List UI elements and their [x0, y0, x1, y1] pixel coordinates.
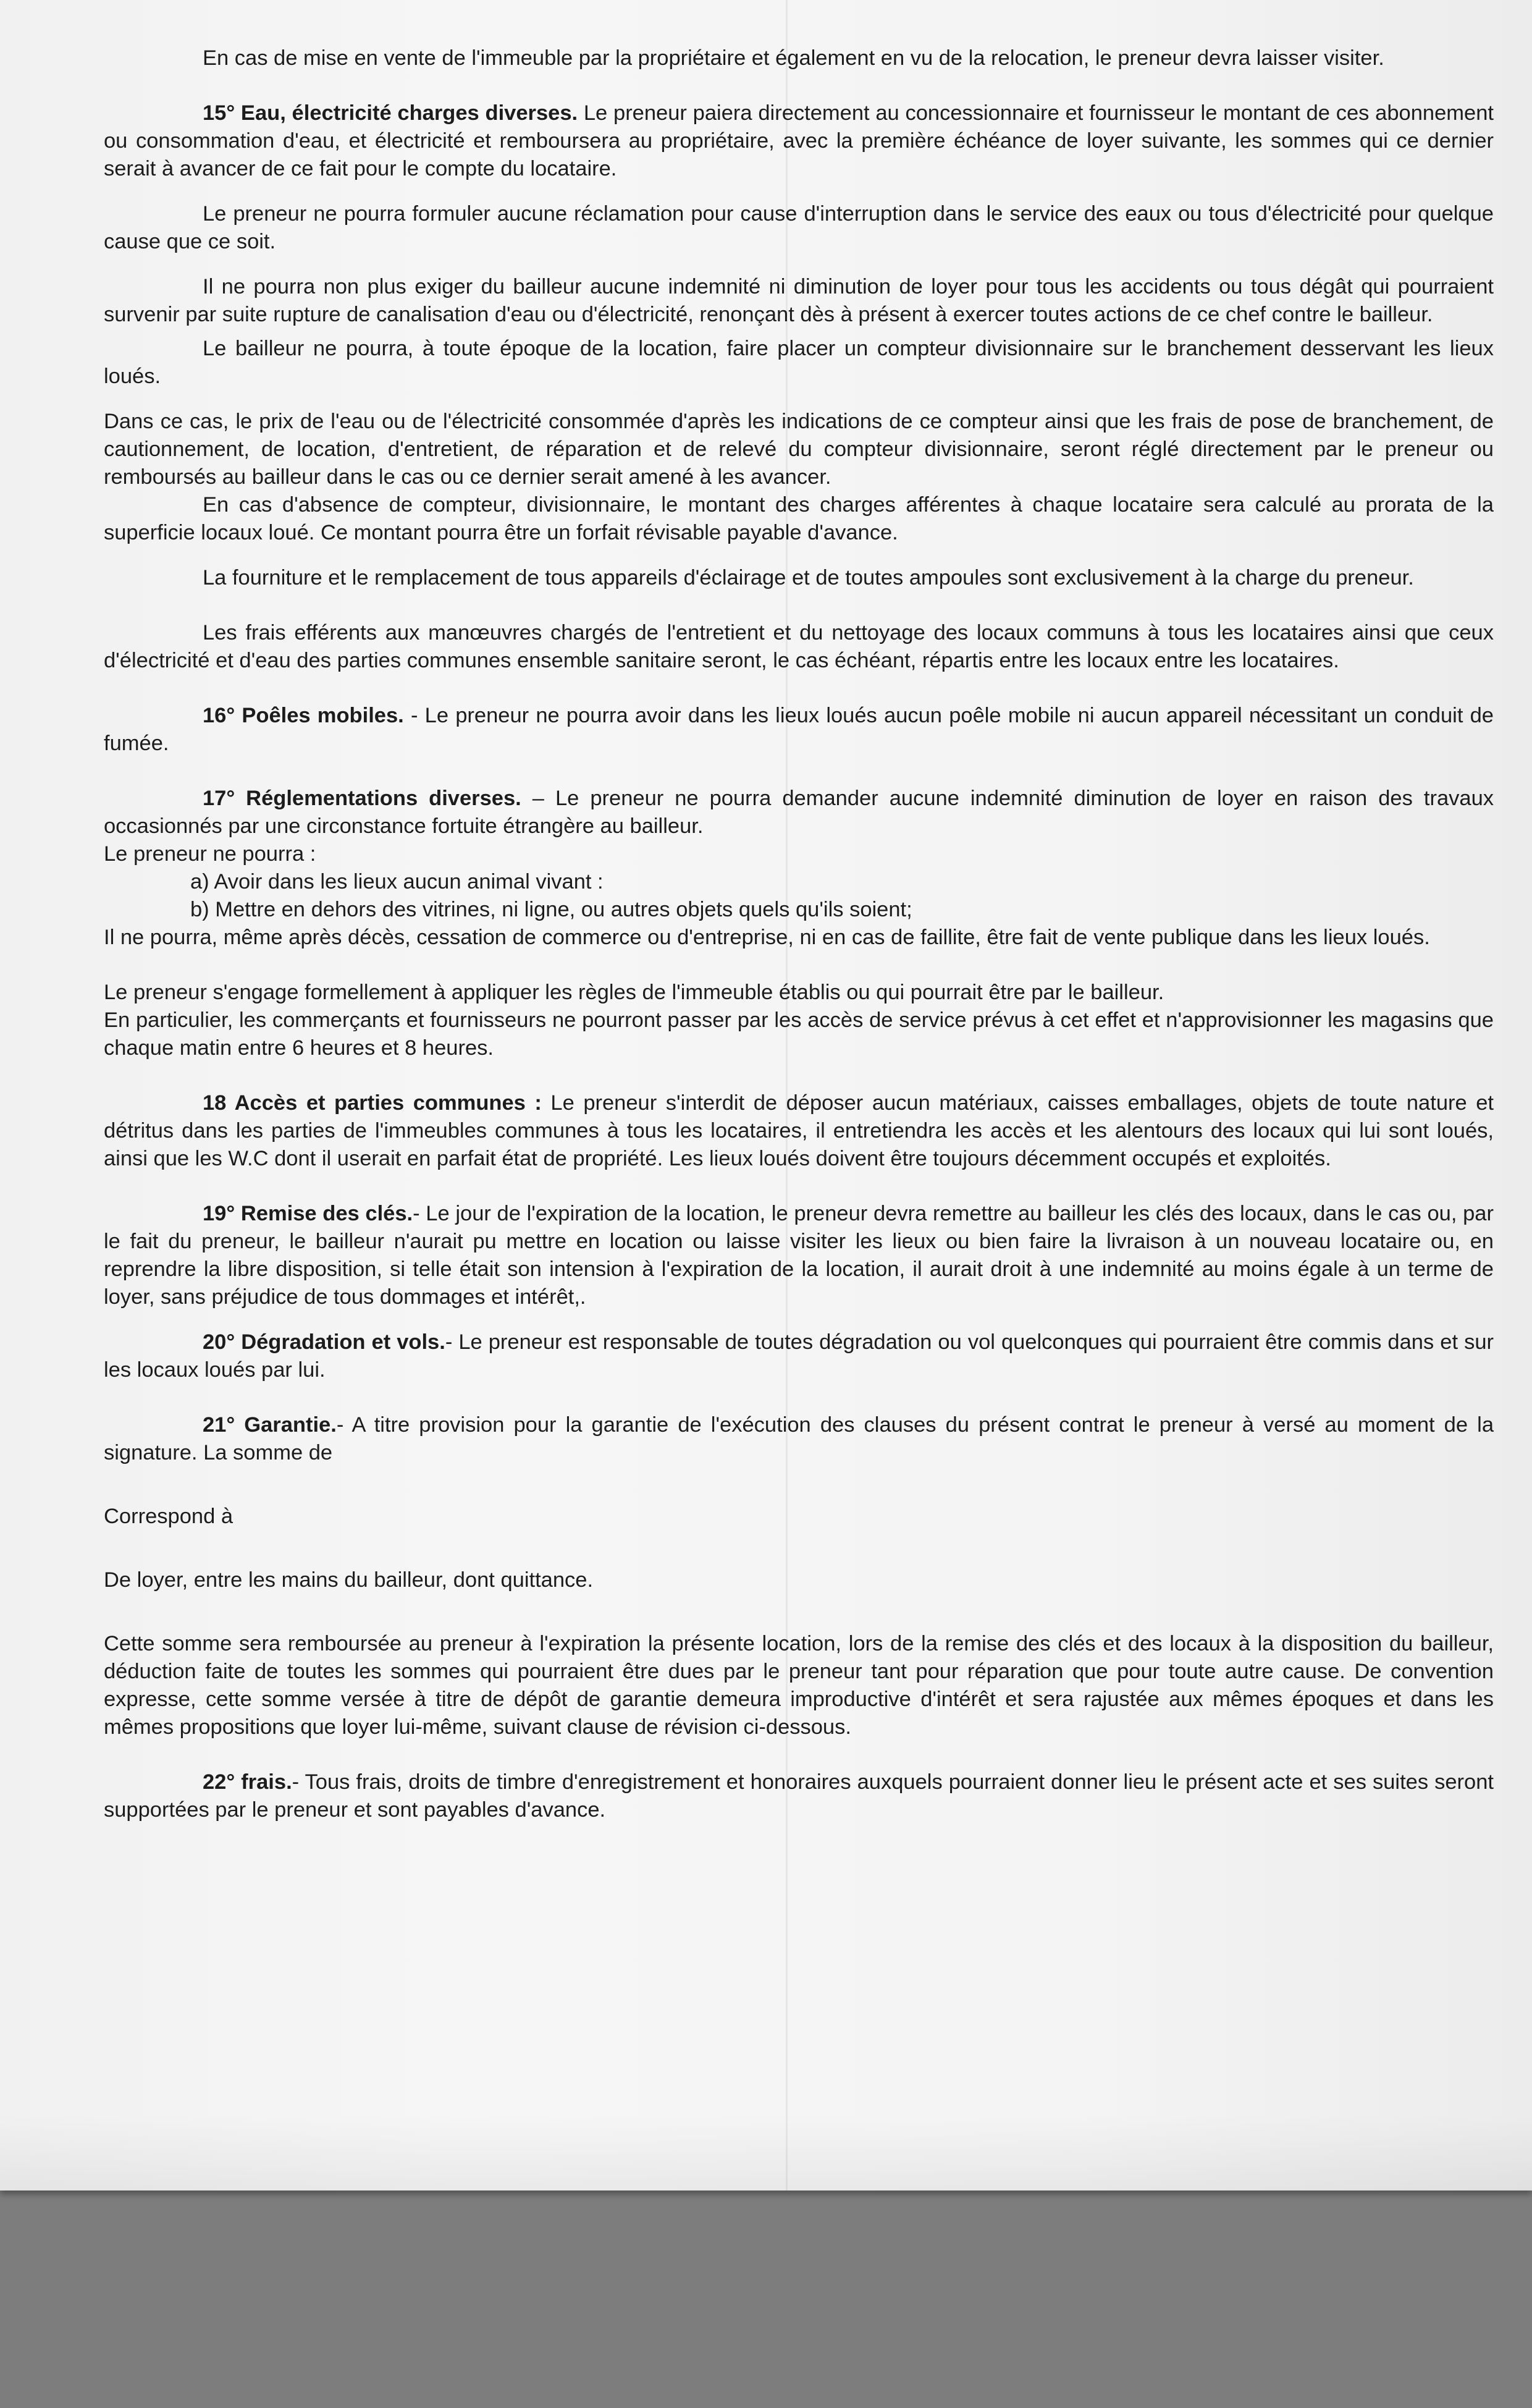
article-21-body: - A titre provision pour la garantie de l'exécution des clauses du présent contrat le preneur à versé au moment de la signature. La somme de [104, 1413, 1494, 1464]
article-17-item-b: b) Mettre en dehors des vitrines, ni ligne, ou autres objets quels qu'ils soient; [190, 898, 912, 921]
article-15 [104, 99, 1494, 183]
article-21 [104, 1411, 1494, 1467]
article-17-paragraph-3: Le preneur s'engage formellement à appliquer les règles de l'immeuble établis ou qui pourrait être par le bailleur. [104, 981, 1164, 1004]
article-17 [104, 785, 1494, 840]
article-18-body: Le preneur s'interdit de déposer aucun matériaux, caisses emballages, objets de toute nature et détritus dans les parties de l'immeubles communes à tous les locataires, il entretiendra les accès et les alentours des locaux qui lui sont loués, ainsi que les W.C dont il userait en parfait état de propriété. Les lieux loués doivent être toujours décemment occupés et exploités. [104, 1091, 1494, 1170]
article-18 [104, 1089, 1494, 1173]
article-20 [104, 1329, 1494, 1384]
article-19-heading: 19° Remise des clés. [203, 1202, 413, 1225]
page-bottom-edge [0, 2113, 1532, 2190]
article-20-body: - Le preneur est responsable de toutes dégradation ou vol quelconques qui pourraient être commis dans et sur les locaux loués par lui. [104, 1330, 1494, 1382]
article-18-heading: 18 Accès et parties communes : [203, 1091, 542, 1115]
article-17-paragraph-4: En particulier, les commerçants et fournisseurs ne pourront passer par les accès de service prévus à cet effet et n'approvisionner les magasins que chaque matin entre 6 heures et 8 heures. [104, 1008, 1494, 1060]
article-15-paragraph-3: Il ne pourra non plus exiger du bailleur aucune indemnité ni diminution de loyer pour tous les accidents ou tous dégât qui pourraient survenir par suite rupture de canalisation d'eau ou d'électricité, renonçant dès à présent à exercer toutes actions de ce chef contre le bailleur. [104, 275, 1494, 326]
article-22-body: - Tous frais, droits de timbre d'enregistrement et honoraires auxquels pourraient donner lieu le présent acte et ses suites seront supportées par le preneur et sont payables d'avance. [104, 1770, 1494, 1822]
article-16-heading: 16° Poêles mobiles. [203, 704, 404, 727]
article-16 [104, 702, 1494, 758]
lease-clauses-body [104, 44, 1494, 1824]
article-15-heading: 15° Eau, électricité charges diverses. [203, 101, 578, 125]
article-17-paragraph-2: Il ne pourra, même après décès, cessation de commerce ou d'entreprise, ni en cas de faillite, être fait de vente publique dans les lieux loués. [104, 926, 1430, 949]
article-17-lead: Le preneur ne pourra : [104, 842, 316, 866]
article-21-loyer: De loyer, entre les mains du bailleur, dont quittance. [104, 1568, 594, 1592]
article-17-heading: 17° Réglementations diverses. [203, 787, 521, 810]
article-19 [104, 1200, 1494, 1311]
article-22-heading: 22° frais. [203, 1770, 292, 1794]
article-15-body: Le preneur paiera directement au concessionnaire et fournisseur le montant de ces abonnement ou consommation d'eau, et électricité et remboursera au propriétaire, avec la première échéance de loyer suivante, les sommes qui ce dernier serait à avancer de ce fait pour le compte du locataire. [104, 101, 1494, 180]
article-15-paragraph-4: Le bailleur ne pourra, à toute époque de la location, faire placer un compteur divisionnaire sur le branchement desservant les lieux loués. [104, 337, 1494, 388]
article-19-body: - Le jour de l'expiration de la location, le preneur devra remettre au bailleur les clés des locaux, dans le cas ou, par le fait du preneur, le bailleur n'aurait pu mettre en location ou laisse visiter les lieux ou bien faire la livraison à un nouveau locataire ou, en reprendre la libre disposition, si telle était son intension à l'expiration de la location, il aurait droit à une indemnité au moins égale à un terme de loyer, sans préjudice de tous dommages et intérêt,. [104, 1202, 1494, 1309]
article-21-correspond: Correspond à [104, 1505, 234, 1528]
article-15-paragraph-6: En cas d'absence de compteur, divisionnaire, le montant des charges afférentes à chaque locataire sera calculé au prorata de la superficie locaux loué. Ce montant pourra être un forfait révisable payable d'avance. [104, 493, 1494, 544]
article-15-paragraph-8: Les frais efférents aux manœuvres chargés de l'entretient et du nettoyage des locaux communs à tous les locataires ainsi que ceux d'électricité et d'eau des parties communes ensemble sanitaire seront, le cas échéant, répartis entre les locaux entre les locataires. [104, 621, 1494, 672]
article-15-paragraph-7: La fourniture et le remplacement de tous appareils d'éclairage et de toutes ampoules sont exclusivement à la charge du preneur. [203, 566, 1414, 589]
article-16-body: - Le preneur ne pourra avoir dans les lieux loués aucun poêle mobile ni aucun appareil nécessitant un conduit de fumée. [104, 704, 1494, 755]
article-21-heading: 21° Garantie. [203, 1413, 337, 1437]
article-15-paragraph-5: Dans ce cas, le prix de l'eau ou de l'électricité consommée d'après les indications de ce compteur ainsi que les frais de pose de branchement, de cautionnement, de location, d'entretient, de réparation et de relevé du compteur divisionnaire, seront réglé directement par le preneur ou remboursés au bailleur dans le cas ou ce dernier serait amené à les avancer. [104, 410, 1494, 489]
article-21-paragraph-2: Cette somme sera remboursée au preneur à l'expiration la présente location, lors de la remise des clés et des locaux à la disposition du bailleur, déduction faite de toutes les sommes qui pourraient être dues par le preneur tant pour réparation que pour toute autre cause. De convention expresse, cette somme versée à titre de dépôt de garantie demeura improductive d'intérêt et sera rajustée aux mêmes époques et dans les mêmes propositions que loyer lui-même, suivant clause de révision ci-dessous. [104, 1632, 1494, 1739]
article-15-paragraph-2: Le preneur ne pourra formuler aucune réclamation pour cause d'interruption dans le service des eaux ou tous d'électricité pour quelque cause que ce soit. [104, 202, 1494, 253]
intro-paragraph: En cas de mise en vente de l'immeuble par la propriétaire et également en vu de la relocation, le preneur devra laisser visiter. [203, 46, 1384, 70]
article-17-body: – Le preneur ne pourra demander aucune indemnité diminution de loyer en raison des travaux occasionnés par une circonstance fortuite étrangère au bailleur. [104, 787, 1494, 838]
article-22 [104, 1768, 1494, 1824]
article-20-heading: 20° Dégradation et vols. [203, 1330, 445, 1354]
article-17-item-a: a) Avoir dans les lieux aucun animal vivant : [190, 870, 604, 893]
